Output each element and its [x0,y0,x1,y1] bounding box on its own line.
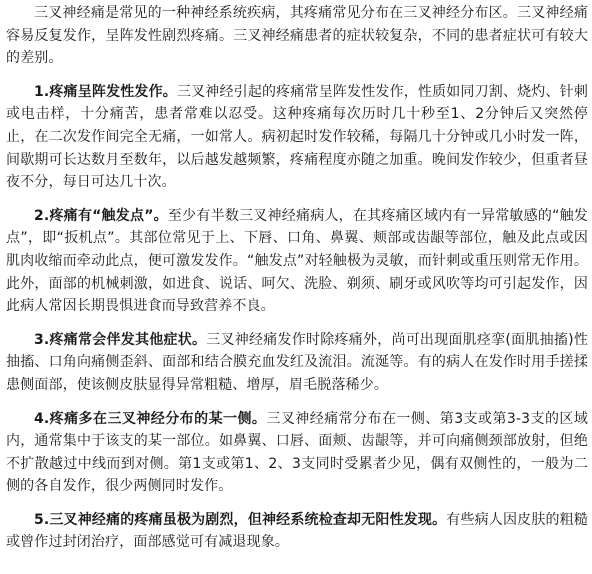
section-body: 三叉神经痛常分布在一侧、第3支或第3-3支的区域内，通常集中于该支的某一部位。如鼻翼、口唇、面颊、齿龈等，并可向痛侧颈部放射，但绝不扩散越过中线而到对侧。第1支或第1、2、3支同时受累者少见，偶有双侧性的，一般为二侧的各自发作，很少两侧同时发作。 [6,410,588,495]
symptom-section-3 [6,329,588,397]
paragraph-gap [6,318,588,329]
paragraph-gap [6,397,588,408]
paragraph-gap [6,70,588,81]
symptom-section-1 [6,81,588,194]
section-body: 有些病人因皮肤的粗糙或曾作过封闭治疗，面部感觉可有减退现象。 [6,511,589,551]
intro-paragraph: 三叉神经痛是常见的一种神经系统疾病，其疼痛常见分布在三叉神经分布区。三叉神经痛容易反复发作，呈阵发性剧烈疼痛。三叉神经痛患者的症状较复杂，不同的患者症状可有较大的差别。 [6,5,588,67]
section-heading: 1.疼痛呈阵发性发作。 [34,83,177,100]
section-heading: 2.疼痛有“触发点”。 [34,207,168,224]
symptom-section-2 [6,205,588,318]
paragraph-gap [6,498,588,509]
section-body: 三叉神经痛发作时除疼痛外，尚可出现面肌痉挛(面肌抽搐)性抽搐、口角向痛侧歪斜、面部和结合膜充血发红及流泪。流涎等。有的病人在发作时用手搓揉患侧面部，使该侧皮肤显得异常粗糙、增厚，眉毛脱落稀少。 [6,331,588,393]
section-heading: 4.疼痛多在三叉神经分布的某一侧。 [34,410,267,427]
section-body: 三叉神经引起的疼痛常呈阵发性发作，性质如同刀割、烧灼、针刺或电击样，十分痛苦，患者常难以忍受。这种疼痛每次历时几十秒至1、2分钟后又突然停止，在二次发作间完全无痛，一如常人。病初起时发作较稀，每隔几十分钟或几小时发一阵，间歇期可长达数月至数年，以后越发越频繁，疼痛程度亦随之加重。晚间发作较少，但重者昼夜不分，每日可达几十次。 [6,83,588,191]
section-heading: 5.三叉神经痛的疼痛虽极为剧烈，但神经系统检查却无阳性发现。 [34,511,447,528]
section-heading: 3.疼痛常会伴发其他症状。 [34,331,207,348]
paragraph-gap [6,194,588,205]
symptom-section-5 [6,509,588,554]
symptom-section-4 [6,408,588,498]
section-body: 至少有半数三叉神经痛病人，在其疼痛区域内有一异常敏感的“触发点”，即“扳机点”。其部位常见于上、下唇、口角、鼻翼、颊部或齿龈等部位，触及此点或因肌肉收缩而牵动此点，便可激发发作。“触发点”对轻触极为灵敏，而针刺或重压则常无作用。此外，面部的机械刺激，如进食、说话、呵欠、洗脸、剃须、刷牙或风吹等均可引起发作，因此病人常因长期畏惧进食而导致营养不良。 [6,207,588,315]
